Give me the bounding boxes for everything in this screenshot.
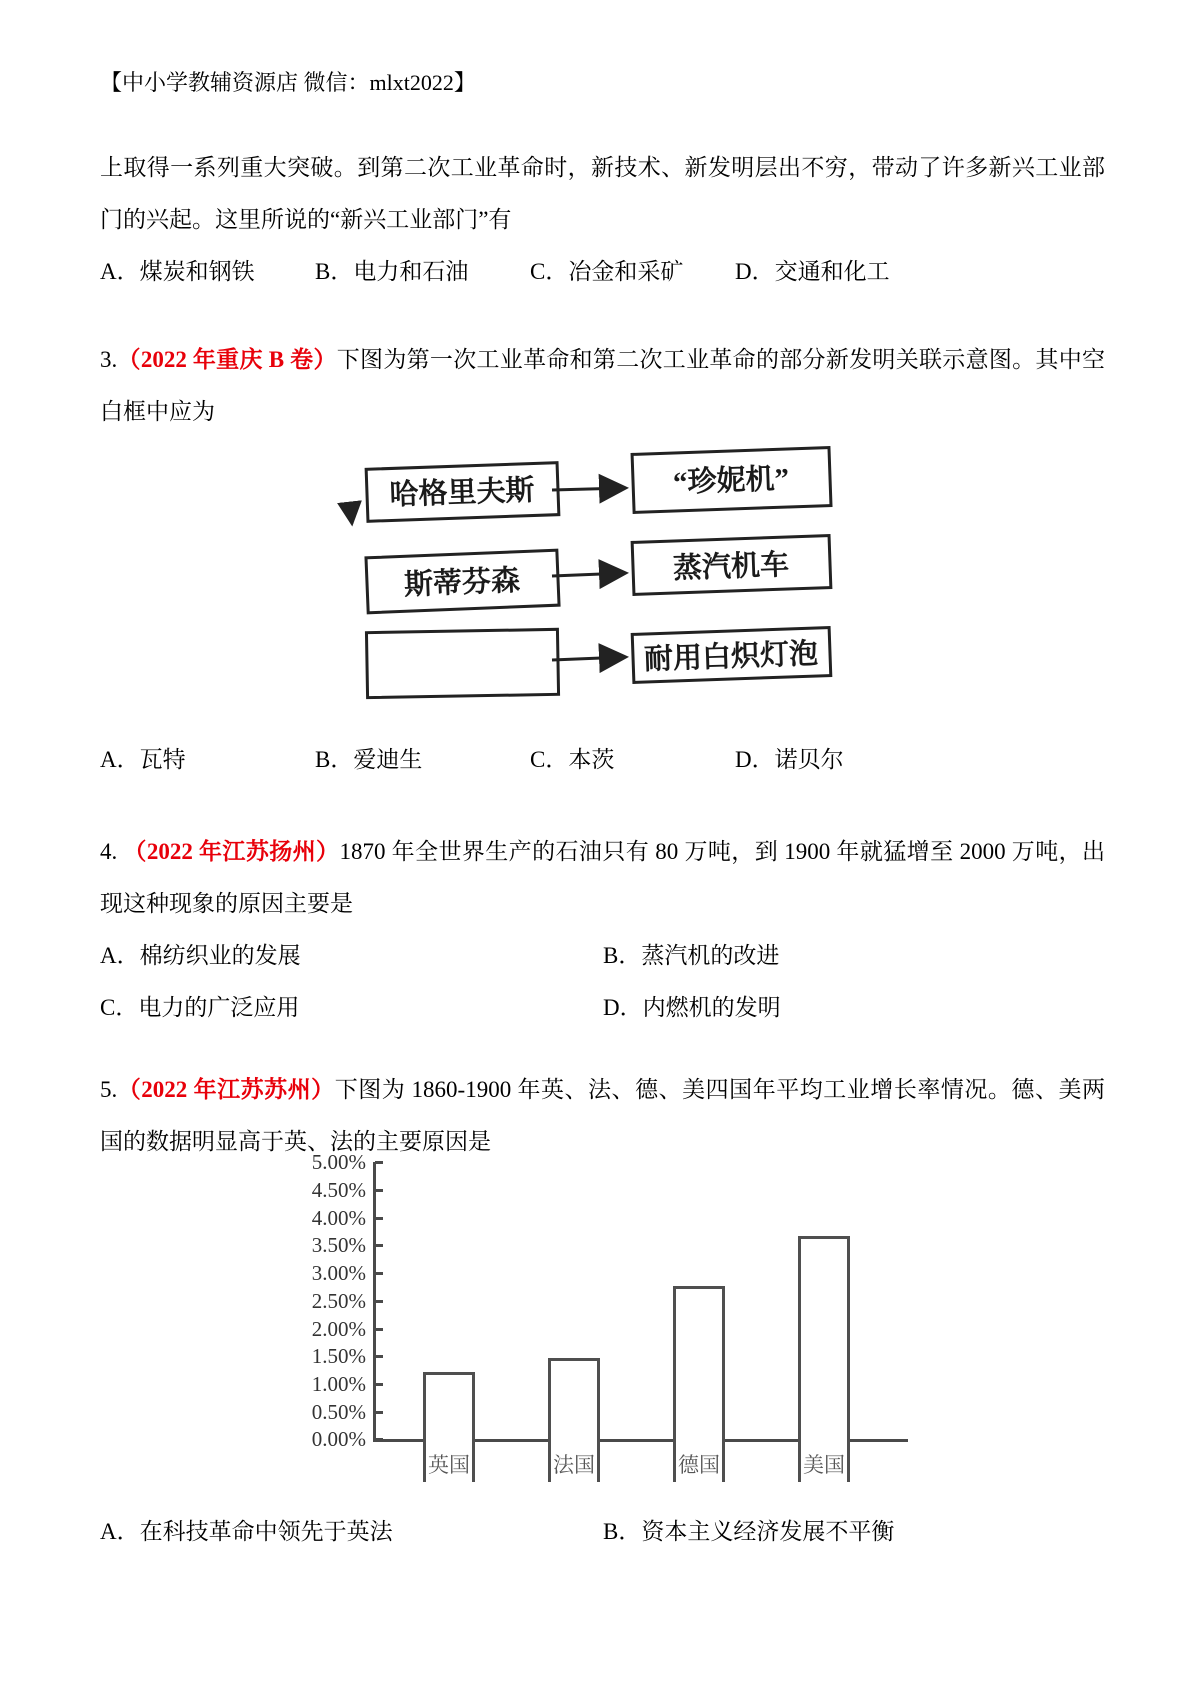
y-tick-label: 0.00% bbox=[311, 1427, 366, 1452]
diagram-box-stephenson bbox=[366, 551, 559, 614]
option-a: A．煤炭和钢铁 bbox=[100, 259, 255, 285]
option-b: B．资本主义经济发展不平衡 bbox=[603, 1519, 895, 1545]
diagram-box-blank bbox=[366, 630, 558, 698]
option-c: C．本茨 bbox=[530, 747, 615, 773]
option-c: C．电力的广泛应用 bbox=[100, 995, 300, 1021]
question5-source: （2022 年江苏苏州） bbox=[117, 1077, 335, 1103]
arrow-row2 bbox=[552, 573, 626, 576]
y-tick-label: 3.50% bbox=[311, 1233, 366, 1258]
question3-source: （2022 年重庆 B 卷） bbox=[117, 347, 337, 373]
question4-options bbox=[100, 930, 1105, 1034]
diagram-label-bulb: 耐用白炽灯泡 bbox=[643, 638, 819, 677]
option-a: A．在科技革命中领先于英法 bbox=[100, 1519, 393, 1545]
y-tick-label: 1.50% bbox=[311, 1344, 366, 1369]
diagram-label-hargreaves: 哈格里夫斯 bbox=[389, 474, 536, 512]
option-a: A．棉纺织业的发展 bbox=[100, 943, 301, 969]
diagram-box-bulb bbox=[632, 628, 831, 683]
y-tick-mark bbox=[375, 1161, 383, 1164]
y-tick-label: 1.00% bbox=[311, 1371, 366, 1396]
option-a: A．瓦特 bbox=[100, 747, 186, 773]
diagram-label-jenny: “珍妮机” bbox=[672, 463, 790, 500]
stray-mark bbox=[350, 506, 352, 524]
y-tick-mark bbox=[375, 1300, 383, 1303]
option-b: B．爱迪生 bbox=[315, 747, 423, 773]
y-tick-mark bbox=[375, 1438, 383, 1441]
arrow-row1 bbox=[552, 488, 626, 490]
question5-number: 5. bbox=[100, 1077, 118, 1103]
y-tick-label: 0.50% bbox=[311, 1399, 366, 1424]
option-d: D．交通和化工 bbox=[735, 259, 890, 285]
question2-options bbox=[100, 246, 1105, 298]
y-tick-mark bbox=[375, 1355, 383, 1358]
question3-body: 下图为第一次工业革命和第二次工业革命的部分新发明关联示意图。其中空白框中应为 bbox=[100, 347, 1106, 425]
y-tick-mark bbox=[375, 1217, 383, 1220]
y-tick-label: 4.00% bbox=[311, 1205, 366, 1230]
question3-stem bbox=[100, 334, 1105, 438]
diagram-label-stephenson: 斯蒂芬森 bbox=[403, 565, 521, 602]
question4-stem bbox=[100, 826, 1105, 930]
y-tick-mark bbox=[375, 1272, 383, 1275]
diagram-box-locomotive bbox=[632, 536, 831, 595]
y-tick-mark bbox=[375, 1244, 383, 1247]
question2-body: 上取得一系列重大突破。到第二次工业革命时，新技术、新发明层出不穷，带动了许多新兴工业部门的兴起。这里所说的“新兴工业部门”有 bbox=[100, 155, 1105, 233]
option-d: D．内燃机的发明 bbox=[603, 995, 781, 1021]
option-b: B．蒸汽机的改进 bbox=[603, 943, 780, 969]
y-tick-label: 4.50% bbox=[311, 1178, 366, 1203]
y-tick-label: 3.00% bbox=[311, 1261, 366, 1286]
x-category-label: 英国 bbox=[428, 1453, 470, 1478]
y-tick-mark bbox=[375, 1383, 383, 1386]
option-d: D．诺贝尔 bbox=[735, 747, 844, 773]
question3-number: 3. bbox=[100, 347, 118, 373]
invention-diagram bbox=[100, 446, 1100, 704]
y-tick-mark bbox=[375, 1411, 383, 1414]
x-category-label: 法国 bbox=[553, 1453, 595, 1478]
question5-options bbox=[100, 1506, 1105, 1558]
question4-number: 4. bbox=[100, 839, 118, 865]
option-b: B．电力和石油 bbox=[315, 259, 469, 285]
y-tick-label: 2.50% bbox=[311, 1288, 366, 1313]
store-watermark: 【中小学教辅资源店 微信：mlxt2022】 bbox=[100, 70, 476, 95]
x-category-label: 德国 bbox=[678, 1453, 720, 1478]
diagram-box-jenny bbox=[632, 448, 831, 513]
diagram-label-locomotive: 蒸汽机车 bbox=[672, 549, 790, 586]
option-c: C．冶金和采矿 bbox=[530, 259, 684, 285]
y-tick-mark bbox=[375, 1328, 383, 1331]
question4-source: （2022 年江苏扬州） bbox=[123, 839, 340, 865]
question5-body: 下图为 1860-1900 年英、法、德、美四国年平均工业增长率情况。德、美两国的数据明显高于英、法的主要原因是 bbox=[100, 1077, 1105, 1155]
diagram-box-hargreaves bbox=[366, 463, 559, 522]
x-category-label: 美国 bbox=[803, 1453, 845, 1478]
bar-4 bbox=[798, 1236, 850, 1483]
question3-options bbox=[100, 734, 1105, 786]
industrial-growth-bar-chart bbox=[100, 1150, 1100, 1482]
question4-body: 1870 年全世界生产的石油只有 80 万吨，到 1900 年就猛增至 2000 万吨，出现这种现象的原因主要是 bbox=[100, 839, 1106, 917]
y-tick-label: 2.00% bbox=[311, 1316, 366, 1341]
arrow-row3 bbox=[552, 657, 626, 660]
y-tick-mark bbox=[375, 1189, 383, 1192]
y-tick-label: 5.00% bbox=[311, 1150, 366, 1175]
